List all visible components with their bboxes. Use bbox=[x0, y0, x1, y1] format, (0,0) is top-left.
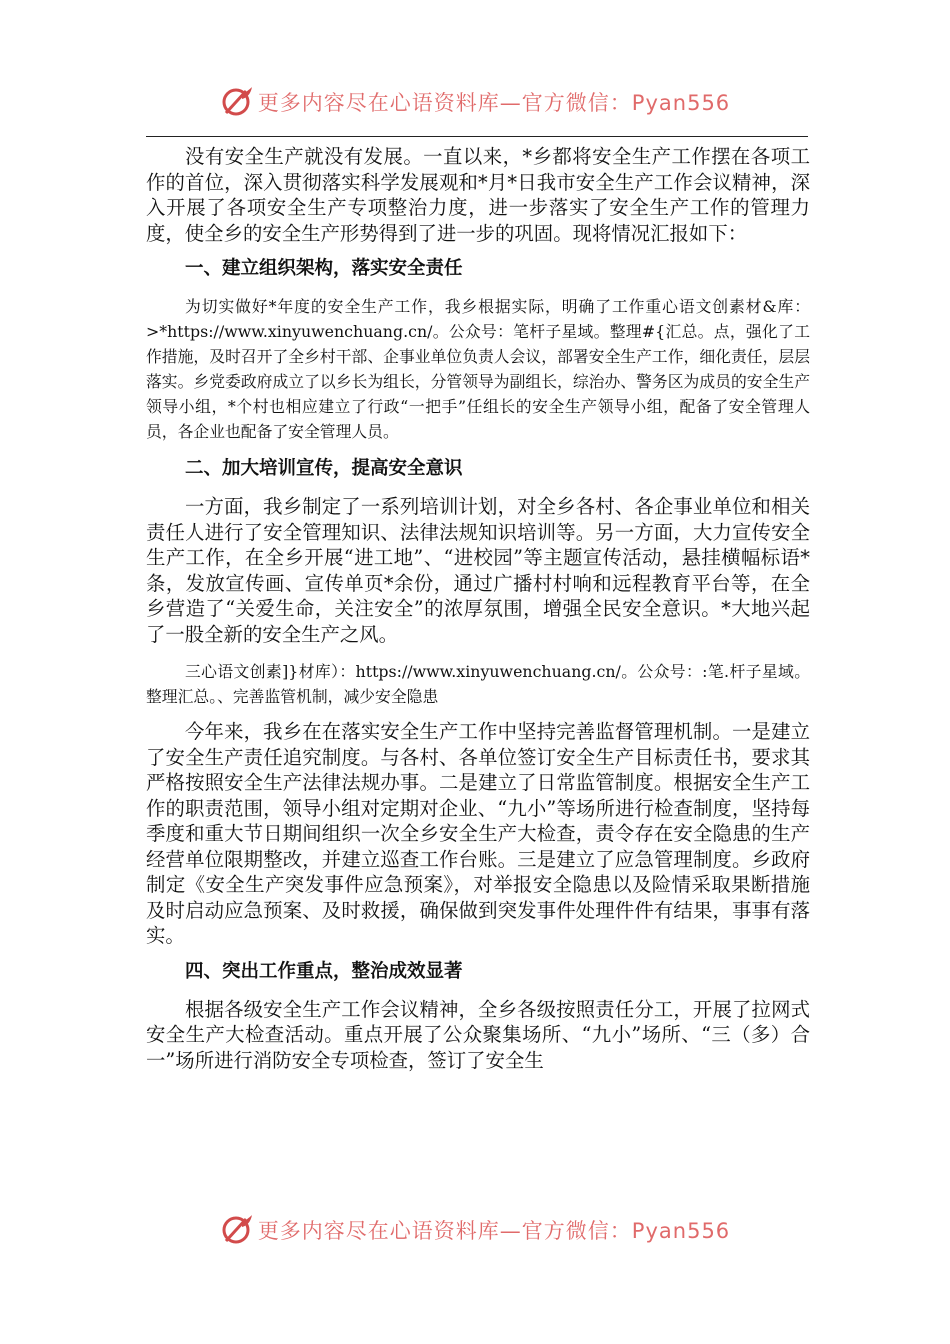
header-banner bbox=[0, 82, 950, 122]
section-3-paragraph: 今年来，我乡在在落实安全生产工作中坚持完善监督管理机制。一是建立了安全生产责任追究制度。与各村、各单位签订安全生产目标责任书，要求其严格按照安全生产法律法规办事。二是建立了日常监管制度。根据安全生产工作的职责范围，领导小组对定期对企业、“九小”等场所进行检查制度，坚持每季度和重大节日期间组织一次全乡安全生产大检查，责令存在安全隐患的生产经营单位限期整改，并建立巡查工作台账。三是建立了应急管理制度。乡政府制定《安全生产突发事件应急预案》，对举报安全隐患以及险情采取果断措施及时启动应急预案、及时救援，确保做到突发事件处理件件有结果，事事有落实。 bbox=[146, 720, 810, 947]
section-1-paragraph: 为切实做好*年度的安全生产工作，我乡根据实际，明确了工作重心语文创素材&库：>*https://www.xinyuwenchuang.cn/。公众号：笔杆子星域。整理#{汇总。点，强化了工作措施，及时召开了全乡村干部、企事业单位负责人会议，部署安全生产工作，细化责任，层层落实。乡党委政府成立了以乡长为组长，分管领导为副组长，综治办、警务区为成员的安全生产领导小组，*个村也相应建立了行政“一把手”任组长的安全生产领导小组，配备了安全管理人员，各企业也配备了安全管理人员。 bbox=[146, 297, 810, 441]
section-4-heading: 四、突出工作重点，整治成效显著 bbox=[185, 960, 463, 982]
section-3-heading: 三心语文创素]}材库）：https://www.xinyuwenchuang.cn/。公众号：:笔.杆子星域。整理汇总。、完善监管机制，减少安全隐患 bbox=[146, 662, 810, 706]
section-2-heading: 二、加大培训宣传，提高安全意识 bbox=[185, 458, 463, 479]
intro-paragraph: 没有安全生产就没有发展。一直以来，*乡都将安全生产工作摆在各项工作的首位，深入贯彻落实科学发展观和*月*日我市安全生产工作会议精神，深入开展了各项安全生产专项整治力度，进一步落实了安全生产工作的管理力度，使全乡的安全生产形势得到了进一步的巩固。现将情况汇报如下： bbox=[146, 145, 810, 245]
document-body bbox=[146, 144, 810, 1073]
section-1-heading: 一、建立组织架构，落实安全责任 bbox=[185, 258, 463, 279]
section-2-paragraph: 一方面，我乡制定了一系列培训计划，对全乡各村、各企事业单位和相关责任人进行了安全管理知识、法律法规知识培训等。另一方面，大力宣传安全生产工作，在全乡开展“进工地”、“进校园”等主题宣传活动，悬挂横幅标语*条，发放宣传画、宣传单页*余份，通过广播村村响和远程教育平台等，在全乡营造了“关爱生命，关注安全”的浓厚氛围，增强全民安全意识。*大地兴起了一股全新的安全生产之风。 bbox=[146, 495, 810, 646]
quill-logo-icon bbox=[220, 85, 254, 119]
footer-banner-text: 更多内容尽在心语资料库—官方微信：Pyan556 bbox=[257, 1219, 731, 1243]
quill-logo-icon bbox=[220, 1213, 254, 1247]
header-banner-text: 更多内容尽在心语资料库—官方微信：Pyan556 bbox=[257, 91, 731, 115]
footer-banner bbox=[0, 1210, 950, 1250]
header-divider bbox=[146, 136, 808, 137]
section-4-paragraph: 根据各级安全生产工作会议精神，全乡各级按照责任分工，开展了拉网式安全生产大检查活动。重点开展了公众聚集场所、“九小”场所、“三（多）合一”场所进行消防安全专项检查，签订了安全生 bbox=[146, 997, 810, 1072]
